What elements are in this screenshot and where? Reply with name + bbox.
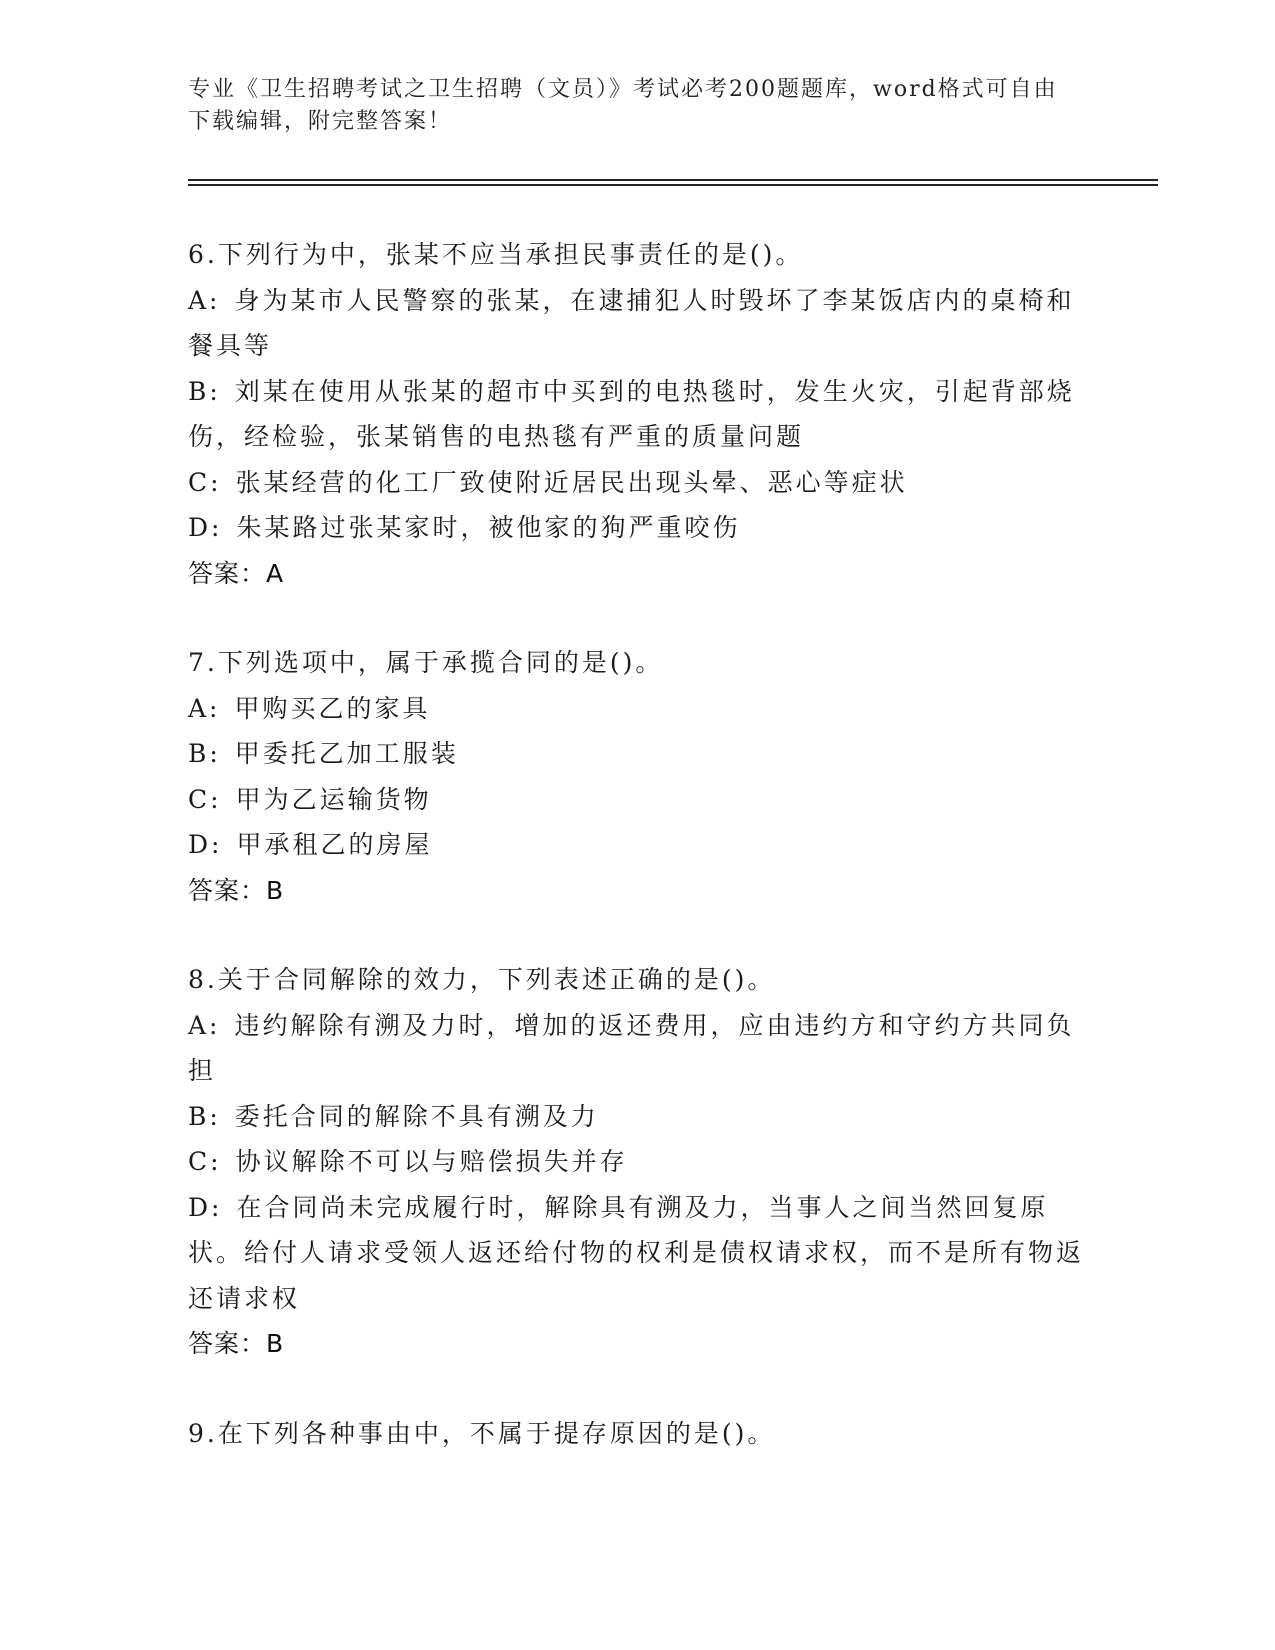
option-letter: B: <box>188 376 221 406</box>
option-b <box>188 731 1088 777</box>
option-a <box>188 1003 1088 1094</box>
option-text: 违约解除有溯及力时，增加的返还费用，应由违约方和守约方共同负担 <box>188 1010 1075 1085</box>
option-text: 身为某市人民警察的张某，在逮捕犯人时毁坏了李某饭店内的桌椅和餐具等 <box>188 285 1075 360</box>
header-divider-bottom <box>188 184 1158 186</box>
option-letter: C: <box>188 784 222 814</box>
option-c <box>188 1139 1088 1185</box>
option-text: 甲为乙运输货物 <box>235 784 432 814</box>
option-letter: D: <box>188 513 223 542</box>
header-divider-top <box>188 179 1158 181</box>
question-9 <box>188 1411 1088 1457</box>
option-c <box>188 460 1088 506</box>
question-6 <box>188 232 1088 596</box>
answer-label: 答案：B <box>188 1329 285 1358</box>
question-stem: 6.下列行为中，张某不应当承担民事责任的是()。 <box>188 240 804 269</box>
option-letter: D: <box>188 1192 223 1222</box>
question-7 <box>188 640 1088 913</box>
option-text: 朱某路过张某家时，被他家的狗严重咬伤 <box>236 513 741 542</box>
option-letter: C: <box>188 1147 222 1176</box>
option-c <box>188 777 1088 823</box>
option-letter: A: <box>188 285 221 315</box>
option-b <box>188 369 1088 460</box>
question-stem: 8.关于合同解除的效力，下列表述正确的是()。 <box>188 965 776 994</box>
question-list <box>188 232 1088 1500</box>
question-stem: 9.在下列各种事由中，不属于提存原因的是()。 <box>188 1418 776 1448</box>
answer-label: 答案：A <box>188 558 285 588</box>
option-d <box>188 505 1088 551</box>
option-a <box>188 686 1088 732</box>
option-d <box>188 822 1088 868</box>
option-letter: B: <box>188 1101 221 1131</box>
option-a <box>188 278 1088 369</box>
option-text: 刘某在使用从张某的超市中买到的电热毯时，发生火灾，引起背部烧伤，经检验，张某销售的电热毯有严重的质量问题 <box>188 376 1075 451</box>
option-letter: D: <box>188 830 223 859</box>
option-text: 甲承租乙的房屋 <box>236 830 433 859</box>
question-stem: 7.下列选项中，属于承揽合同的是()。 <box>188 648 664 677</box>
option-letter: A: <box>188 693 221 723</box>
option-d <box>188 1185 1088 1322</box>
document-header: 专业《卫生招聘考试之卫生招聘（文员）》考试必考200题题库，word格式可自由下载编辑，附完整答案！ <box>188 77 1058 134</box>
option-text: 在合同尚未完成履行时，解除具有溯及力，当事人之间当然回复原状。给付人请求受领人返还给付物的权利是债权请求权，而不是所有物返还请求权 <box>188 1192 1085 1313</box>
option-letter: A: <box>188 1010 221 1040</box>
option-text: 协议解除不可以与赔偿损失并存 <box>235 1147 628 1176</box>
option-b <box>188 1094 1088 1140</box>
option-letter: C: <box>188 467 222 497</box>
option-text: 甲购买乙的家具 <box>234 693 431 723</box>
option-text: 委托合同的解除不具有溯及力 <box>234 1101 599 1131</box>
option-text: 张某经营的化工厂致使附近居民出现头晕、恶心等症状 <box>235 467 908 497</box>
option-text: 甲委托乙加工服装 <box>234 739 459 768</box>
question-8 <box>188 957 1088 1367</box>
answer-label: 答案：B <box>188 875 285 905</box>
option-letter: B: <box>188 739 221 768</box>
